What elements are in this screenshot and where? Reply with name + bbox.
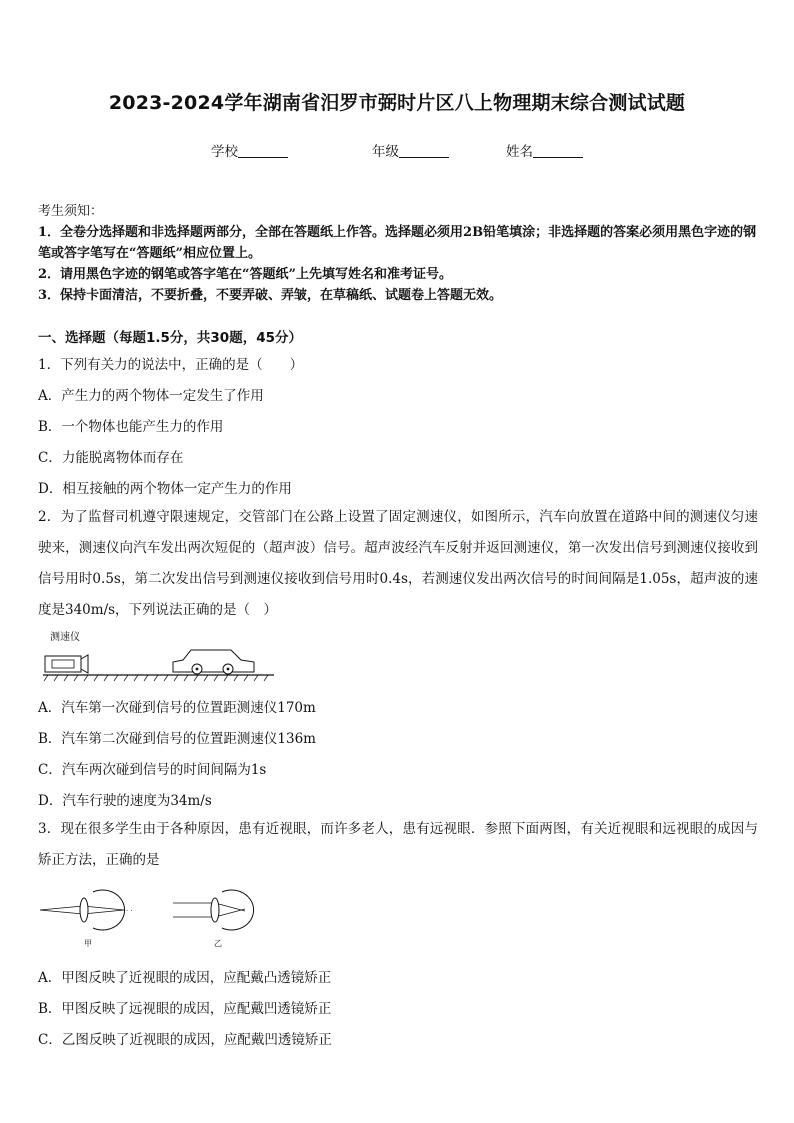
grade-field [372, 140, 449, 160]
name-label: 姓名 [506, 144, 533, 160]
notice-item: 1．全卷分选择题和非选择题两部分，全部在答题纸上作答。选择题必须用2B铅笔填涂；非选择题的答案必须用黑色字迹的钢笔或答字笔写在“答题纸”相应位置上。 [38, 225, 757, 261]
car-body [173, 650, 254, 672]
answer-option: B．甲图反映了远视眼的成因，应配戴凹透镜矫正 [38, 1001, 332, 1017]
question-stem: 3．现在很多学生由于各种原因，患有近视眼，而许多老人，患有远视眼．参照下面两图，有关近视眼和远视眼的成因与矫正方法，正确的是 [38, 821, 758, 868]
eye-lens-yi [211, 898, 219, 922]
figure-label-jia: 甲 [84, 939, 92, 948]
notice-heading: 考生须知： [38, 204, 104, 219]
school-field [211, 140, 288, 160]
grade-label: 年级 [372, 144, 399, 160]
speed-detector-emitter [81, 655, 88, 673]
answer-option: C．力能脱离物体而存在 [38, 450, 184, 466]
answer-option: A．甲图反映了近视眼的成因，应配戴凸透镜矫正 [38, 970, 332, 986]
speed-detector-diagram [38, 628, 278, 688]
road-hatching [44, 675, 268, 681]
notice-item: 2．请用黑色字迹的钢笔或答字笔在“答题纸”上先填写姓名和准考证号。 [38, 267, 453, 282]
figure-label-yi: 乙 [214, 939, 222, 948]
notice-item: 3．保持卡面清洁，不要折叠，不要弄破、弄皱，在草稿纸、试题卷上答题无效。 [38, 288, 503, 303]
grade-blank[interactable] [399, 144, 449, 158]
figure-label-speed-detector: 测速仪 [50, 632, 80, 643]
name-blank[interactable] [533, 144, 583, 158]
eyeball-jia [93, 890, 125, 930]
answer-option: D．相互接触的两个物体一定产生力的作用 [38, 481, 292, 497]
section-heading: 一、选择题（每题1.5分，共30题，45分） [38, 330, 302, 346]
eyeball-yi [222, 890, 254, 930]
answer-option: C．汽车两次碰到信号的时间间隔为1s [38, 762, 267, 778]
speed-detector-screen [52, 660, 74, 668]
exam-notice [38, 201, 760, 306]
question-stem: 1．下列有关力的说法中，正确的是（ ） [38, 357, 304, 373]
svg-text:· ·: · · [126, 907, 133, 915]
eye-lens-jia [80, 898, 88, 922]
school-label: 学校 [211, 144, 238, 160]
eye-diagram-jia [40, 890, 133, 948]
answer-option: D．汽车行驶的速度为34m/s [38, 793, 212, 809]
answer-option: B．汽车第二次碰到信号的位置距测速仪136m [38, 731, 316, 747]
question-stem: 2．为了监督司机遵守限速规定，交管部门在公路上设置了固定测速仪，如图所示，汽车向放置在道路中间的测速仪匀速驶来，测速仪向汽车发出两次短促的（超声波）信号。超声波经汽车反射并返回测速仪，第一次发出信号到测速仪接收到信号用时0.5s，第二次发出信号到测速仪接收到信号用时0.4s，若测速仪发出两次信号的时间间隔是1.05s，超声波的速度是340m/s，下列说法正确的是（ ） [38, 509, 758, 618]
school-blank[interactable] [238, 144, 288, 158]
answer-option: B．一个物体也能产生力的作用 [38, 419, 224, 435]
answer-option: C．乙图反映了近视眼的成因，应配戴凹透镜矫正 [38, 1032, 332, 1048]
eye-diagrams [38, 884, 268, 954]
name-field [506, 140, 583, 160]
answer-option: A．汽车第一次碰到信号的位置距测速仪170m [38, 700, 316, 716]
page-title: 2023-2024学年湖南省汨罗市弼时片区八上物理期末综合测试试题 [108, 92, 686, 114]
eye-diagram-yi [173, 890, 254, 948]
student-info-row [0, 140, 794, 162]
answer-option: A．产生力的两个物体一定发生了作用 [38, 388, 264, 404]
